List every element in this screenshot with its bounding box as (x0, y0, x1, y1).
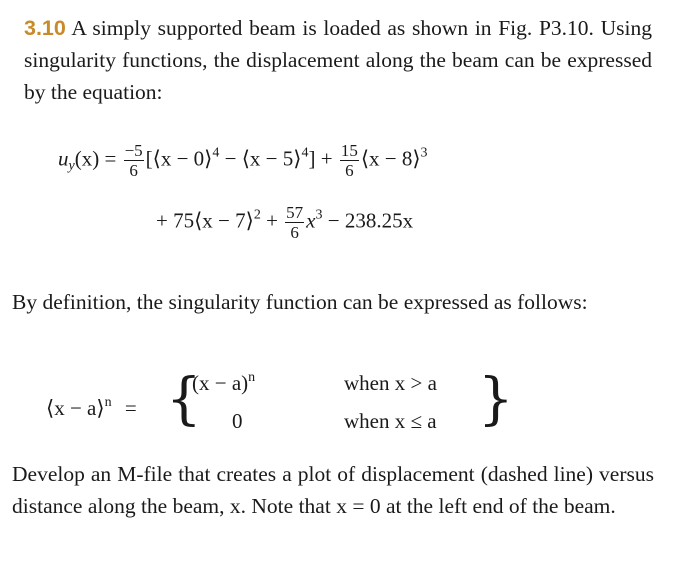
fraction-3 (285, 203, 304, 242)
eq-term-1c: ] + (308, 146, 333, 171)
eq-term-3: x (306, 208, 316, 233)
eq-exp-2: 2 (253, 207, 261, 223)
eq-exp-4a: 4 (212, 145, 220, 161)
eq-term-4: − 238.25x (322, 208, 414, 233)
task-text: Develop an M-file that creates a plot of displacement (dashed line) versus distance along the beam, x. Note that x = 0 at the left end of the beam. (12, 462, 654, 518)
case-1-value: $(x - a)^n$ (192, 370, 256, 395)
left-brace: { (166, 367, 202, 432)
eq-term-1a: [⟨x − 0⟩ (145, 146, 213, 171)
problem-intro: A simply supported beam is loaded as shown in Fig. P3.10. Using singularity functions, the displacement along the beam can be expressed by the equation: (24, 16, 652, 104)
fraction-2 (340, 141, 359, 180)
eq-lhs-sub: y (68, 158, 75, 174)
eq-term-2: ⟨x − 8⟩ (360, 146, 421, 171)
right-brace: } (478, 367, 514, 432)
eq-exp-3b: 3 (315, 207, 323, 223)
eq-lhs-arg: (x) = (74, 146, 117, 171)
definition-equals: = (124, 396, 137, 420)
eq-exp-4b: 4 (301, 145, 309, 161)
fraction-3-numerator: 57 (286, 203, 304, 222)
eq-lhs: u (58, 146, 69, 171)
definition-lhs: ⟨x − a⟩$^n$ = (46, 395, 137, 420)
fraction-2-numerator: 15 (340, 141, 358, 160)
definition-text: By definition, the singularity function can be expressed as follows: (12, 290, 588, 314)
eq-line-2b: + (260, 208, 278, 233)
fraction-3-denominator: 6 (290, 223, 299, 242)
problem-number: 3.10 (24, 16, 66, 40)
fraction-1-numerator: −5 (124, 141, 143, 160)
fraction-2-denominator: 6 (345, 161, 354, 180)
case-2-condition: when x ≤ a (344, 409, 437, 433)
eq-term-1b: − ⟨x − 5⟩ (219, 146, 302, 171)
eq-exp-3a: 3 (420, 145, 428, 161)
equation-line-1 (58, 141, 428, 180)
eq-line-2a: + 75⟨x − 7⟩ (156, 208, 254, 233)
case-1-condition: when x > a (344, 371, 437, 395)
problem-statement (24, 12, 652, 108)
fraction-1-denominator: 6 (129, 161, 138, 180)
equation-line-2 (156, 203, 413, 242)
fraction-1 (124, 141, 144, 180)
case-2-value: 0 (232, 409, 243, 433)
